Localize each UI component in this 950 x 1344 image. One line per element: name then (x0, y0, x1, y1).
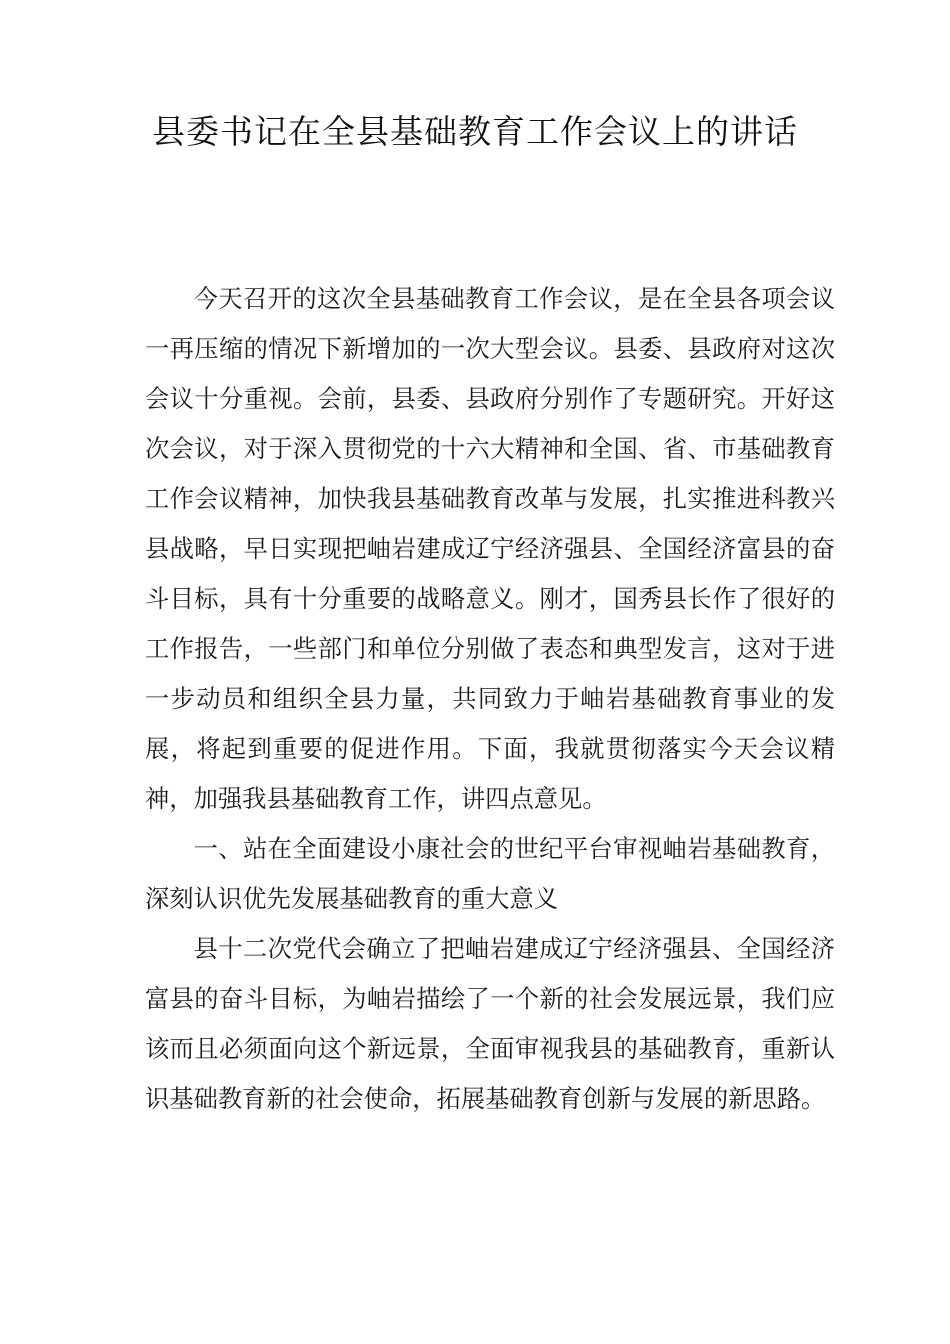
section-heading-one: 一、站在全面建设小康社会的世纪平台审视岫岩基础教育，深刻认识优先发展基础教育的重大意义 (145, 834, 835, 913)
document-body (145, 274, 835, 1124)
paragraph-intro: 今天召开的这次全县基础教育工作会议，是在全县各项会议一再压缩的情况下新增加的一次大型会议。县委、县政府对这次会议十分重视。会前，县委、县政府分别作了专题研究。开好这次会议，对于深入贯彻党的十六大精神和全国、省、市基础教育工作会议精神，加快我县基础教育改革与发展，扎实推进科教兴县战略，早日实现把岫岩建成辽宁经济强县、全国经济富县的奋斗目标，具有十分重要的战略意义。刚才，国秀县长作了很好的工作报告，一些部门和单位分别做了表态和典型发言，这对于进一步动员和组织全县力量，共同致力于岫岩基础教育事业的发展，将起到重要的促进作用。下面，我就贯彻落实今天会议精神，加强我县基础教育工作，讲四点意见。 (145, 284, 835, 813)
document-title: 县委书记在全县基础教育工作会议上的讲话 (152, 112, 798, 151)
paragraph-section-one: 县十二次党代会确立了把岫岩建成辽宁经济强县、全国经济富县的奋斗目标，为岫岩描绘了一个新的社会发展远景，我们应该而且必须面向这个新远景，全面审视我县的基础教育，重新认识基础教育新的社会使命，拓展基础教育创新与发展的新思路。 (145, 934, 835, 1113)
